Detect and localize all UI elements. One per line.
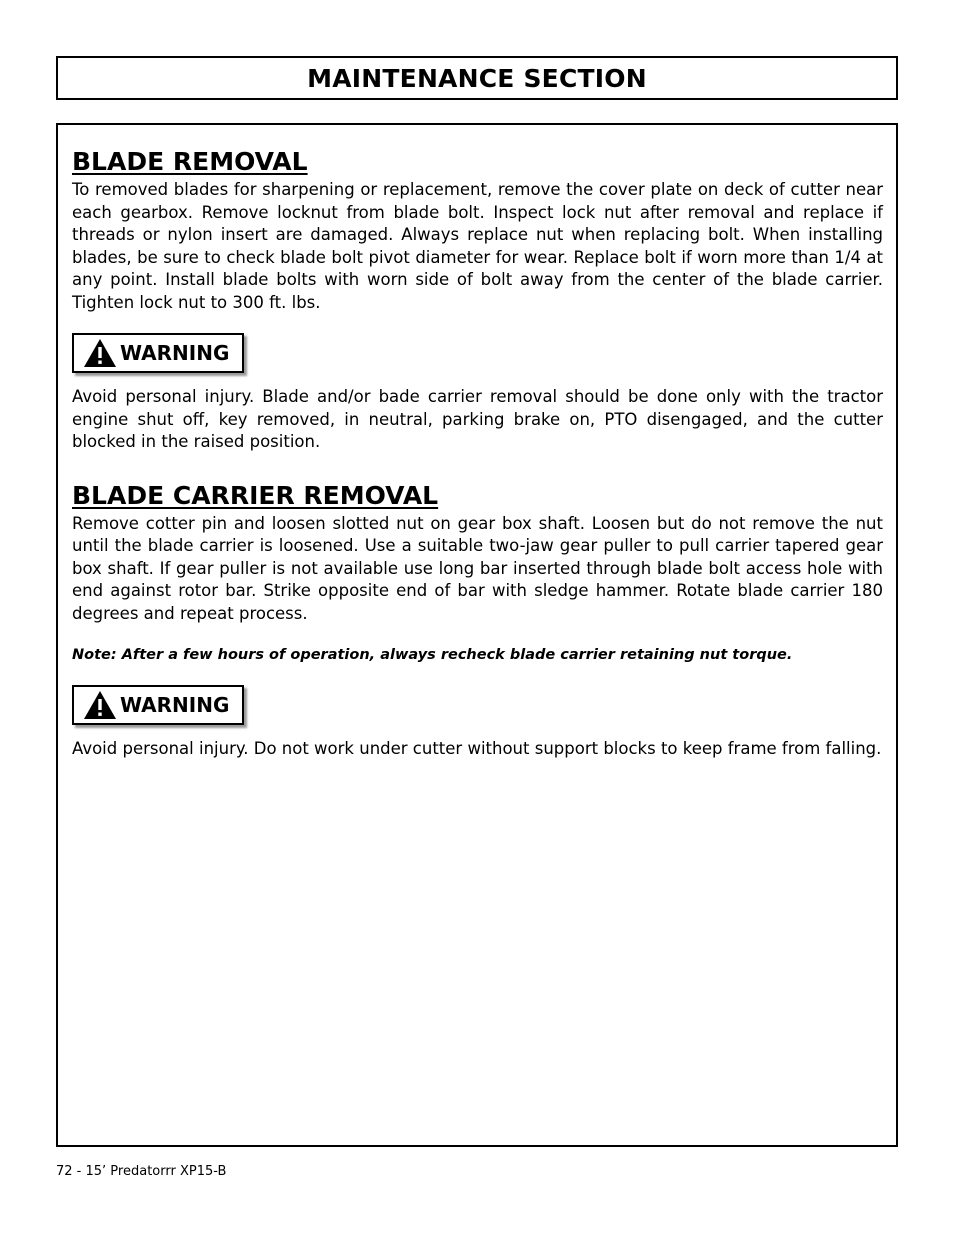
content-box [56, 123, 898, 1147]
warning-label-2: WARNING [120, 693, 230, 717]
blade-carrier-removal-body: Remove cotter pin and loosen slotted nut on gear box shaft. Loosen but do not remove the nut until the blade carrier is loosened. Use a suitable two-jaw gear puller to pull carrier tapered gear box shaft. If gear puller is not available use long bar inserted through blade bolt access hole with end against rotor bar. Strike opposite end of bar with sledge hammer. Rotate blade carrier 180 degrees and repeat process. [72, 513, 883, 623]
section-header [56, 56, 898, 100]
warning-text-1: Avoid personal injury. Blade and/or bade carrier removal should be done only with the tractor engine shut off, key removed, in neutral, parking brake on, PTO disengaged, and the cutter blocked in the raised position. [72, 387, 883, 451]
warning-badge-1 [72, 333, 244, 373]
blade-removal-body: To removed blades for sharpening or replacement, remove the cover plate on deck of cutter near each gearbox. Remove locknut from blade bolt. Inspect lock nut after removal and replace if threads or nylon insert are damaged. Always replace nut when replacing bolt. When installing blades, be sure to check blade bolt pivot diameter for wear. Replace bolt if worn more than 1/4 at any point. Install blade bolts with worn side of bolt away from the center of the blade carrier. Tighten lock nut to 300 ft. lbs. [72, 180, 883, 312]
content-inner [72, 145, 883, 761]
blade-carrier-removal-heading: BLADE CARRIER REMOVAL [72, 480, 439, 510]
warning-badge-2 [72, 685, 244, 725]
warning-label-1: WARNING [120, 341, 230, 365]
section-title: MAINTENANCE SECTION [307, 63, 647, 93]
warning-text-2: Avoid personal injury. Do not work under cutter without support blocks to keep frame from falling. [72, 739, 882, 758]
blade-removal-heading: BLADE REMOVAL [72, 147, 308, 176]
warning-triangle-icon [82, 337, 118, 369]
warning-triangle-icon [82, 689, 118, 721]
page-footer: 72 - 15’ Predatorrr XP15-B [56, 1164, 227, 1179]
torque-note: Note: After a few hours of operation, always recheck blade carrier retaining nut torque. [72, 647, 793, 663]
